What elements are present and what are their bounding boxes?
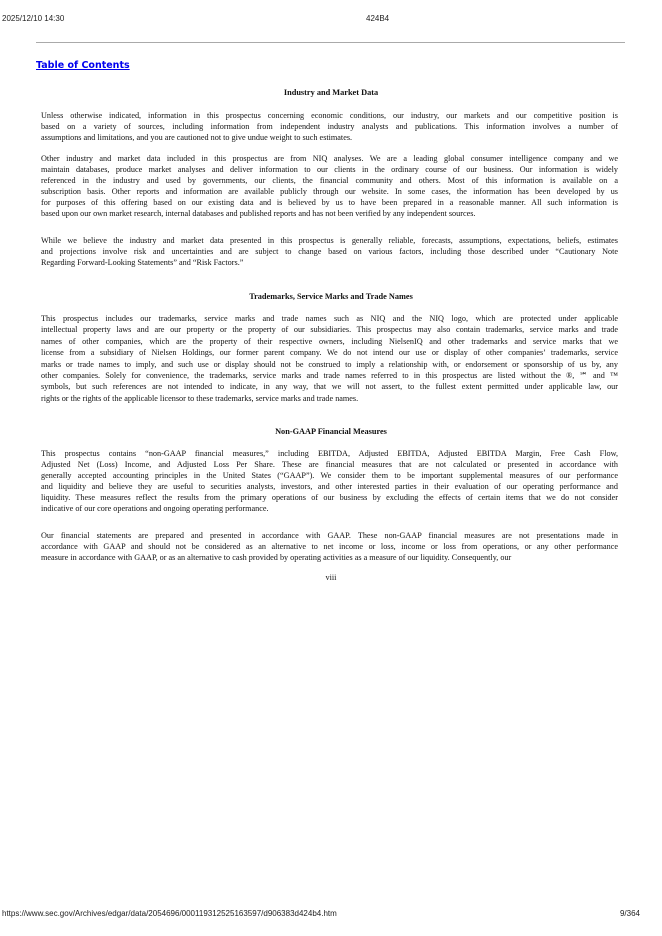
paragraph	[41, 110, 618, 143]
print-page-count: 9/364	[619, 909, 640, 918]
paragraph-line: Unless otherwise indicated, information in this prospectus concerning economic conditions, our industry, our markets and our competitive position is	[41, 111, 618, 120]
section-heading-trademarks: Trademarks, Service Marks and Trade Names	[249, 292, 413, 301]
section-heading-industry: Industry and Market Data	[283, 88, 379, 97]
paragraph	[41, 153, 618, 220]
paragraph-line: Our financial statements are prepared and presented in accordance with GAAP. These non-GAAP financial measures are not presentations made in	[41, 531, 618, 540]
paragraph-line: subscription basis. Other reports and information are available publicly through our website. In some cases, the information has been developed by us	[41, 187, 618, 197]
paragraph-line: This prospectus includes our trademarks, service marks and trade names such as NIQ and the NIQ logo, which are protected under applicable	[41, 314, 618, 323]
paragraph-line: for purposes of this offering based on our existing data and is believed by us to have been prepared in a reasonable manner. All such information is	[41, 198, 618, 208]
paragraph-line: and projections involve risk and uncertainties and are subject to change based on various factors, including those described under “Cautionary Note	[41, 247, 618, 257]
paragraph-line: rights or the rights of the applicable licensor to these trademarks, service marks and trade names.	[41, 393, 359, 403]
paragraph-line: accordance with GAAP and should not be considered as an alternative to net income or loss, income or loss from operations, or any other performance	[41, 542, 618, 552]
paragraph-line: generally accepted accounting principles in the United States (“GAAP”). We consider them to be important supplemental measures of our performance	[41, 471, 618, 481]
print-url: https://www.sec.gov/Archives/edgar/data/2054696/000119312525163597/d906383d424b4.htm	[2, 909, 337, 918]
paragraph-line: assumptions and limitations, and you are cautioned not to give undue weight to such estimates.	[41, 133, 353, 143]
paragraph-line: Other industry and market data included in this prospectus are from NIQ analyses. We are a leading global consumer intelligence company and we	[41, 154, 618, 163]
paragraph	[41, 530, 618, 563]
paragraph-line: liquidity. These measures reflect the results from the primary operations of our business by excluding the effects of certain items that we do not consider	[41, 493, 618, 503]
paragraph	[41, 448, 618, 515]
paragraph-line: maintain databases, produce market analyses and deliver information to our clients in the ordinary course of our business. Our information is widely	[41, 165, 618, 175]
paragraph-line: This prospectus contains “non-GAAP financial measures,” including EBITDA, Adjusted EBITDA, Adjusted EBITDA Margin, Free Cash Flow,	[41, 449, 618, 458]
paragraph	[41, 313, 618, 404]
paragraph-line: Regarding Forward-Looking Statements” and “Risk Factors.”	[41, 258, 244, 268]
paragraph-line: based on a variety of sources, including information from independent industry analysts and publications. This information involves a number of	[41, 122, 618, 132]
paragraph-line: indicative of our core operations and ongoing operating performance.	[41, 504, 269, 514]
table-of-contents-link[interactable]: Table of Contents	[36, 60, 130, 71]
paragraph-line: While we believe the industry and market data presented in this prospectus is generally reliable, forecasts, assumptions, expectations, beliefs, estimates	[41, 236, 618, 245]
paragraph-line: based upon our own market research, internal databases and published reports and has not been verified by any independent sources.	[41, 209, 476, 219]
header-divider	[36, 42, 625, 43]
paragraph-line: and liquidity and believe they are useful to securities analysts, investors, and other interested parties in their evaluation of our operating performance and	[41, 482, 618, 492]
paragraph-line: intellectual property laws and are our property or the property of our subsidiaries. This prospectus may also contain trademarks, service marks and trade	[41, 325, 618, 335]
print-title: 424B4	[366, 14, 390, 23]
paragraph-line: measure in accordance with GAAP, or as an alternative to cash provided by operating activities as a measure of our liquidity. Consequently, our	[41, 553, 512, 563]
section-heading-non-gaap: Non-GAAP Financial Measures	[275, 427, 387, 436]
paragraph-line: Adjusted Net (Loss) Income, and Adjusted Loss Per Share. These are financial measures that are not calculated or presented in accordance with	[41, 460, 618, 470]
paragraph-line: symbols, but such references are not intended to indicate, in any way, that we will not assert, to the fullest extent permitted under applicable law, our	[41, 382, 618, 392]
paragraph	[41, 235, 618, 268]
paragraph-line: other companies. Solely for convenience, the trademarks, service marks and trade names referred to in this prospectus are listed without the ®, ℠ and ™	[41, 370, 618, 380]
paragraph-line: referenced in the industry and used by governments, our clients, the financial community and others. Most of this information is available on a	[41, 176, 618, 186]
print-timestamp: 2025/12/10 14:30	[2, 14, 65, 23]
paragraph-line: names of other companies, which are the property of their respective owners, including NielsenIQ and other trademarks and service marks that we	[41, 336, 618, 346]
paragraph-line: license from a subsidiary of Nielsen Holdings, our former parent company. We do not intend our use or display of other companies’ trademarks, service	[41, 348, 618, 358]
page-number: viii	[325, 573, 337, 582]
paragraph-line: marks or trade names to imply, and such use or display should not be construed to imply a relationship with, or endorsement or sponsorship of us by, any	[41, 359, 618, 369]
